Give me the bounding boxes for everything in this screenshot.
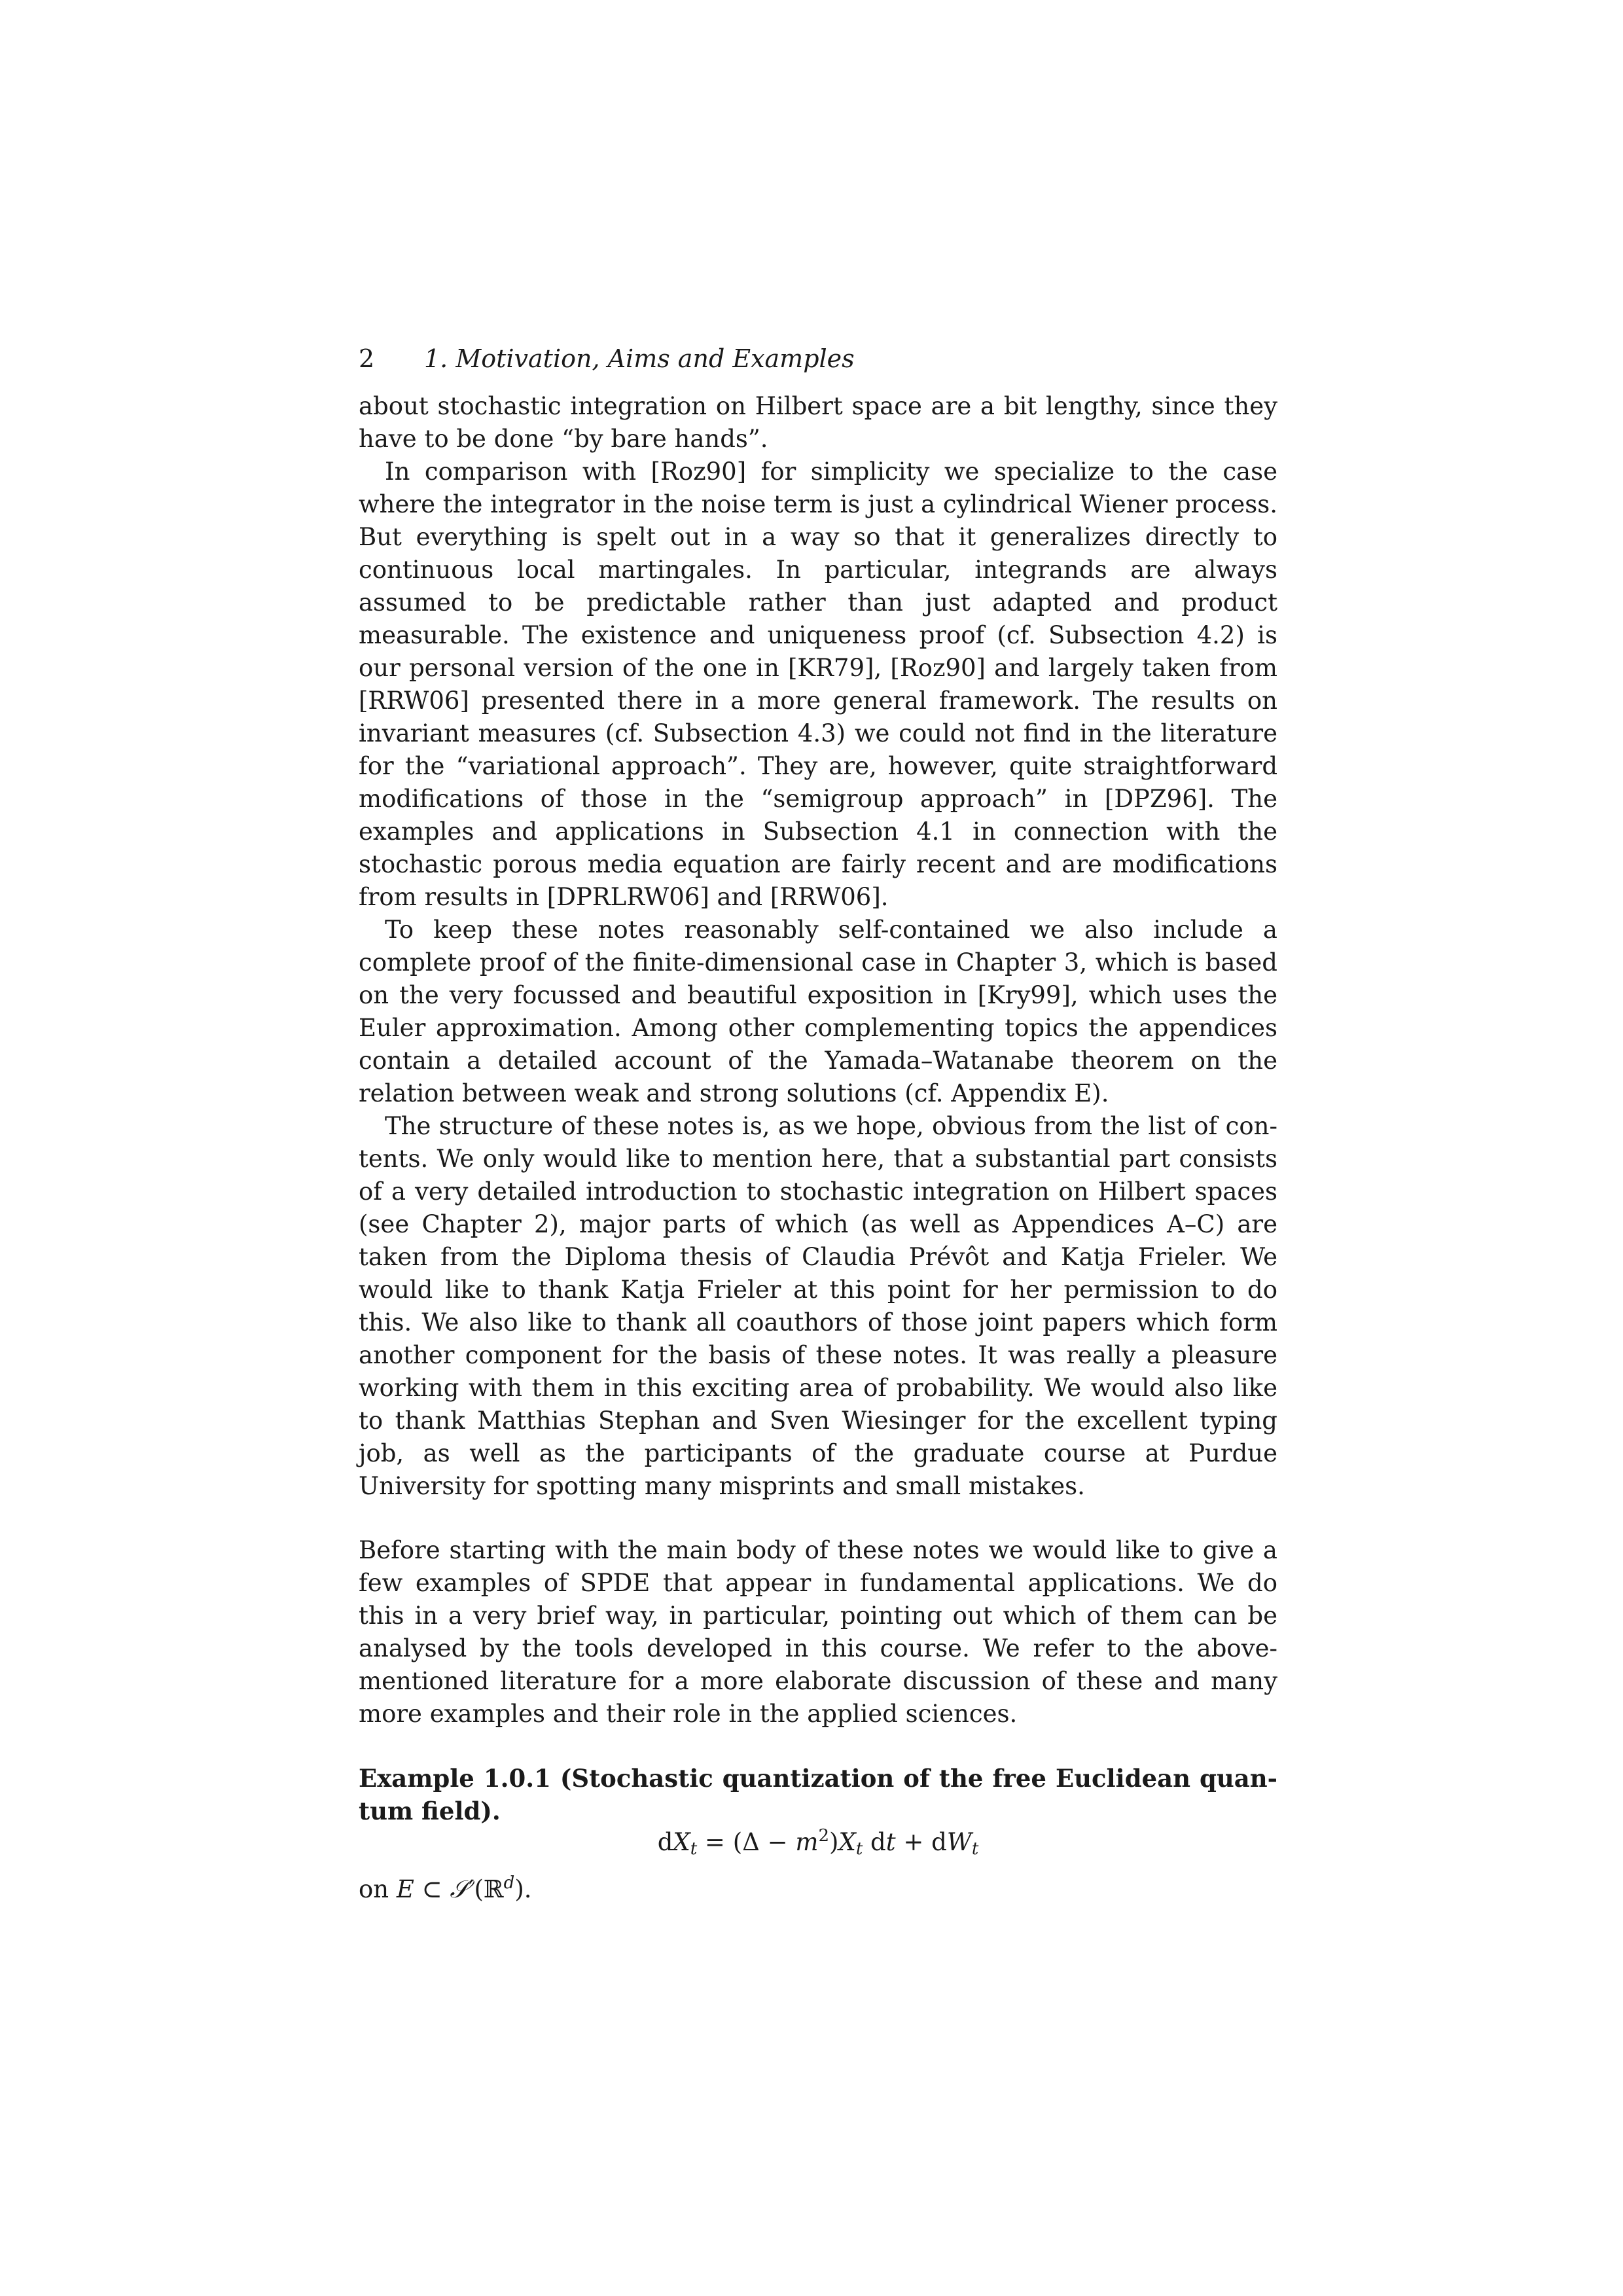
eq-part: d (657, 1828, 673, 1856)
chapter-title: 1. Motivation, Aims and Examples (424, 344, 855, 373)
eq-part: t (885, 1828, 896, 1856)
eq-part: t (855, 1839, 863, 1859)
eq-part: t (971, 1839, 979, 1859)
paragraph-continuation: about stochastic integration on Hilbert space are a bit lengthy, since they have to be done “by bare hands”. (359, 392, 1277, 453)
domain-part: E (396, 1875, 414, 1903)
paragraph-roz90-comparison: In comparison with [Roz90] for simplicity we specialize to the case where the integrator in the noise term is just a cylindrical Wiener process. But everything is spelt out in a way so that it generalizes directly to continuous local martingales. In particular, integrands are always assumed to be predictable rather than just adapted and product measurable. The existence and uniqueness proof (cf. Subsection 4.2) is our personal version of the one in [KR79], [Roz90] and largely taken from [RRW06] presented there in a more general framework. The results on invariant measures (cf. Subsection 4.3) we could not find in the literature for the “variational approach”. They are, however, quite straightforward modifications of those in the “semigroup approach” in [DPZ96]. The examples and applications in Subsection 4.1 in connection with the stochastic porous media equation are fairly recent and are modifications from results in [DPRLRW06] and [RRW06]. (359, 457, 1277, 911)
eq-part: + d (895, 1828, 947, 1856)
eq-part: 2 (818, 1826, 830, 1846)
eq-part: d (863, 1828, 886, 1856)
running-header (359, 340, 1277, 377)
domain-part: on (359, 1875, 397, 1903)
eq-part: = (Δ − (697, 1828, 796, 1856)
eq-part: ) (829, 1828, 839, 1856)
paragraph-self-contained: To keep these notes reasonably self-contained we also include a complete proof of the finite-dimensional case in Chapter 3, which is based on the very focussed and beautiful exposition in [Kry99], which uses the Euler approximation. Among other complementing topics the appendices contain a detailed account of the Yamada–Watanabe theorem on the relation between weak and strong solutions (cf. Appendix E). (359, 916, 1277, 1107)
eq-part: t (690, 1839, 698, 1859)
spacer (359, 1731, 1277, 1762)
eq-part: m (795, 1828, 819, 1856)
domain-part: ⊂ (414, 1875, 450, 1903)
domain-part: d (503, 1873, 515, 1893)
paragraph-structure: The structure of these notes is, as we hope, obvious from the list of contents. We only would like to mention here, that a substantial part consists of a very detailed introduction to stochastic integration on Hilbert spaces (see Chapter 2), major parts of which (as well as Appendices A–C) are taken from the Diploma thesis of Claudia Prévôt and Katja Frieler. We would like to thank Katja Frieler at this point for her permission to do this. We also like to thank all coauthors of those joint papers which form another component for the basis of these notes. It was really a pleasure working with them in this exciting area of probability. We would also like to thank Matthias Stephan and Sven Wiesinger for the excellent typing job, as well as the participants of the graduate course at Purdue University for spotting many misprints and small mistakes. (359, 1112, 1277, 1500)
eq-part: W (946, 1828, 972, 1856)
domain-part: ′(ℝ (469, 1875, 504, 1903)
equation-domain (359, 1873, 1277, 1906)
eq-part: X (838, 1828, 856, 1856)
spacer (359, 1503, 1277, 1534)
example-heading: Example 1.0.1 (Stochastic quantization of the free Euclidean quantum field). (359, 1764, 1277, 1825)
page-number: 2 (359, 344, 375, 373)
domain-part: ). (514, 1875, 532, 1903)
paragraph-examples-intro: Before starting with the main body of these notes we would like to give a few examples of SPDE that appear in fundamental applications. We do this in a very brief way, in particular, pointing out which of them can be analysed by the tools developed in this course. We refer to the above-mentioned literature for a more elaborate discussion of these and many more examples and their role in the applied sciences. (359, 1536, 1277, 1728)
page-content (359, 340, 1277, 1906)
domain-part: 𝒮 (450, 1875, 469, 1903)
eq-part: X (673, 1828, 690, 1856)
equation-sde (359, 1826, 1277, 1859)
